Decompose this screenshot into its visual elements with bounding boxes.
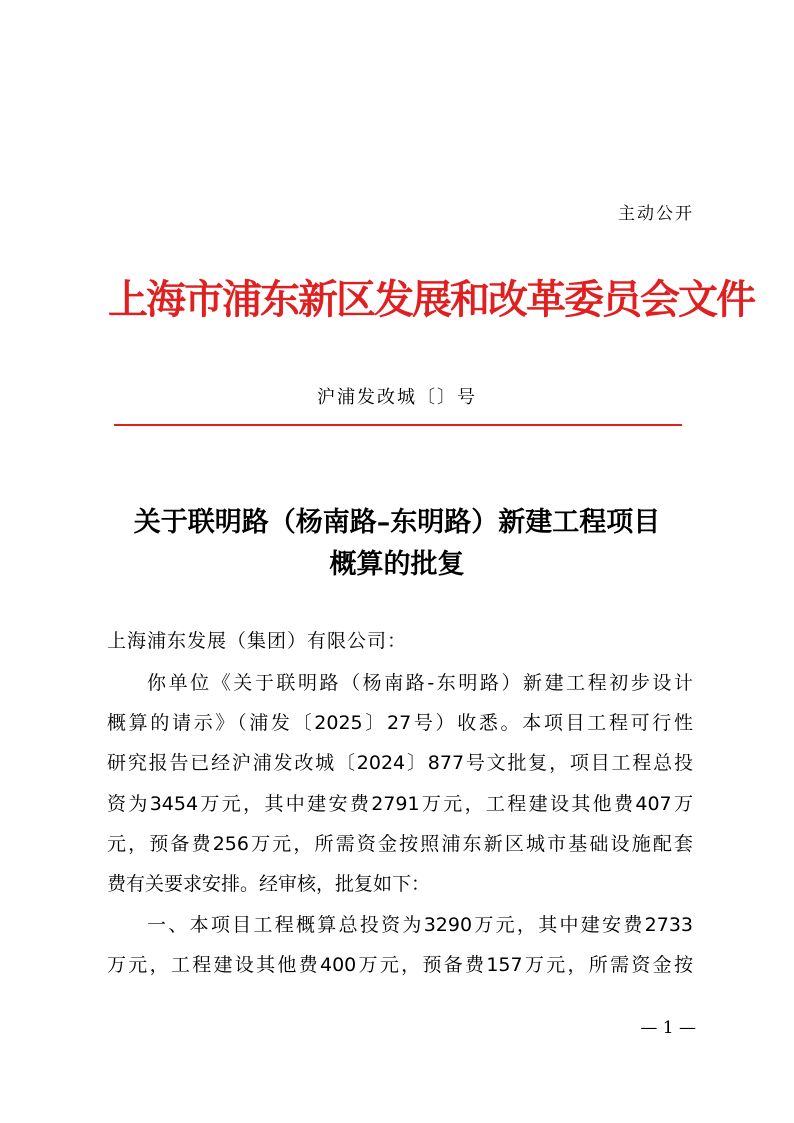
headline-line-1: 关于联明路（杨南路–东明路）新建工程项目 bbox=[133, 507, 661, 538]
document-number: 沪浦发改城〔〕号 bbox=[317, 387, 477, 408]
body-line: 你单位《关于联明路（杨南路-东明路）新建工程初步设计 bbox=[147, 672, 693, 694]
body-line: 万元，工程建设其他费400万元，预备费157万元，所需资金按 bbox=[107, 954, 693, 976]
addressee: 上海浦东发展（集团）有限公司： bbox=[107, 630, 408, 652]
body-line: 研究报告已经沪浦发改城〔2024〕877号文批复，项目工程总投 bbox=[107, 752, 693, 774]
disclosure-label: 主动公开 bbox=[618, 204, 694, 224]
headline-line-2: 概算的批复 bbox=[329, 549, 465, 580]
page-number: — 1 — bbox=[640, 1018, 696, 1038]
body-line: 资为3454万元，其中建安费2791万元，工程建设其他费407万 bbox=[107, 793, 693, 815]
issuer-title: 上海市浦东新区发展和改革委员会文件 bbox=[108, 276, 754, 323]
body-line: 费有关要求安排。经审核，批复如下： bbox=[107, 873, 431, 895]
body-line: 一、本项目工程概算总投资为3290万元，其中建安费2733 bbox=[147, 914, 693, 936]
red-separator-line bbox=[114, 424, 682, 426]
body-line: 元，预备费256万元，所需资金按照浦东新区城市基础设施配套 bbox=[107, 833, 693, 855]
body-line: 概算的请示》（浦发〔2025〕27号）收悉。本项目工程可行性 bbox=[107, 712, 693, 734]
